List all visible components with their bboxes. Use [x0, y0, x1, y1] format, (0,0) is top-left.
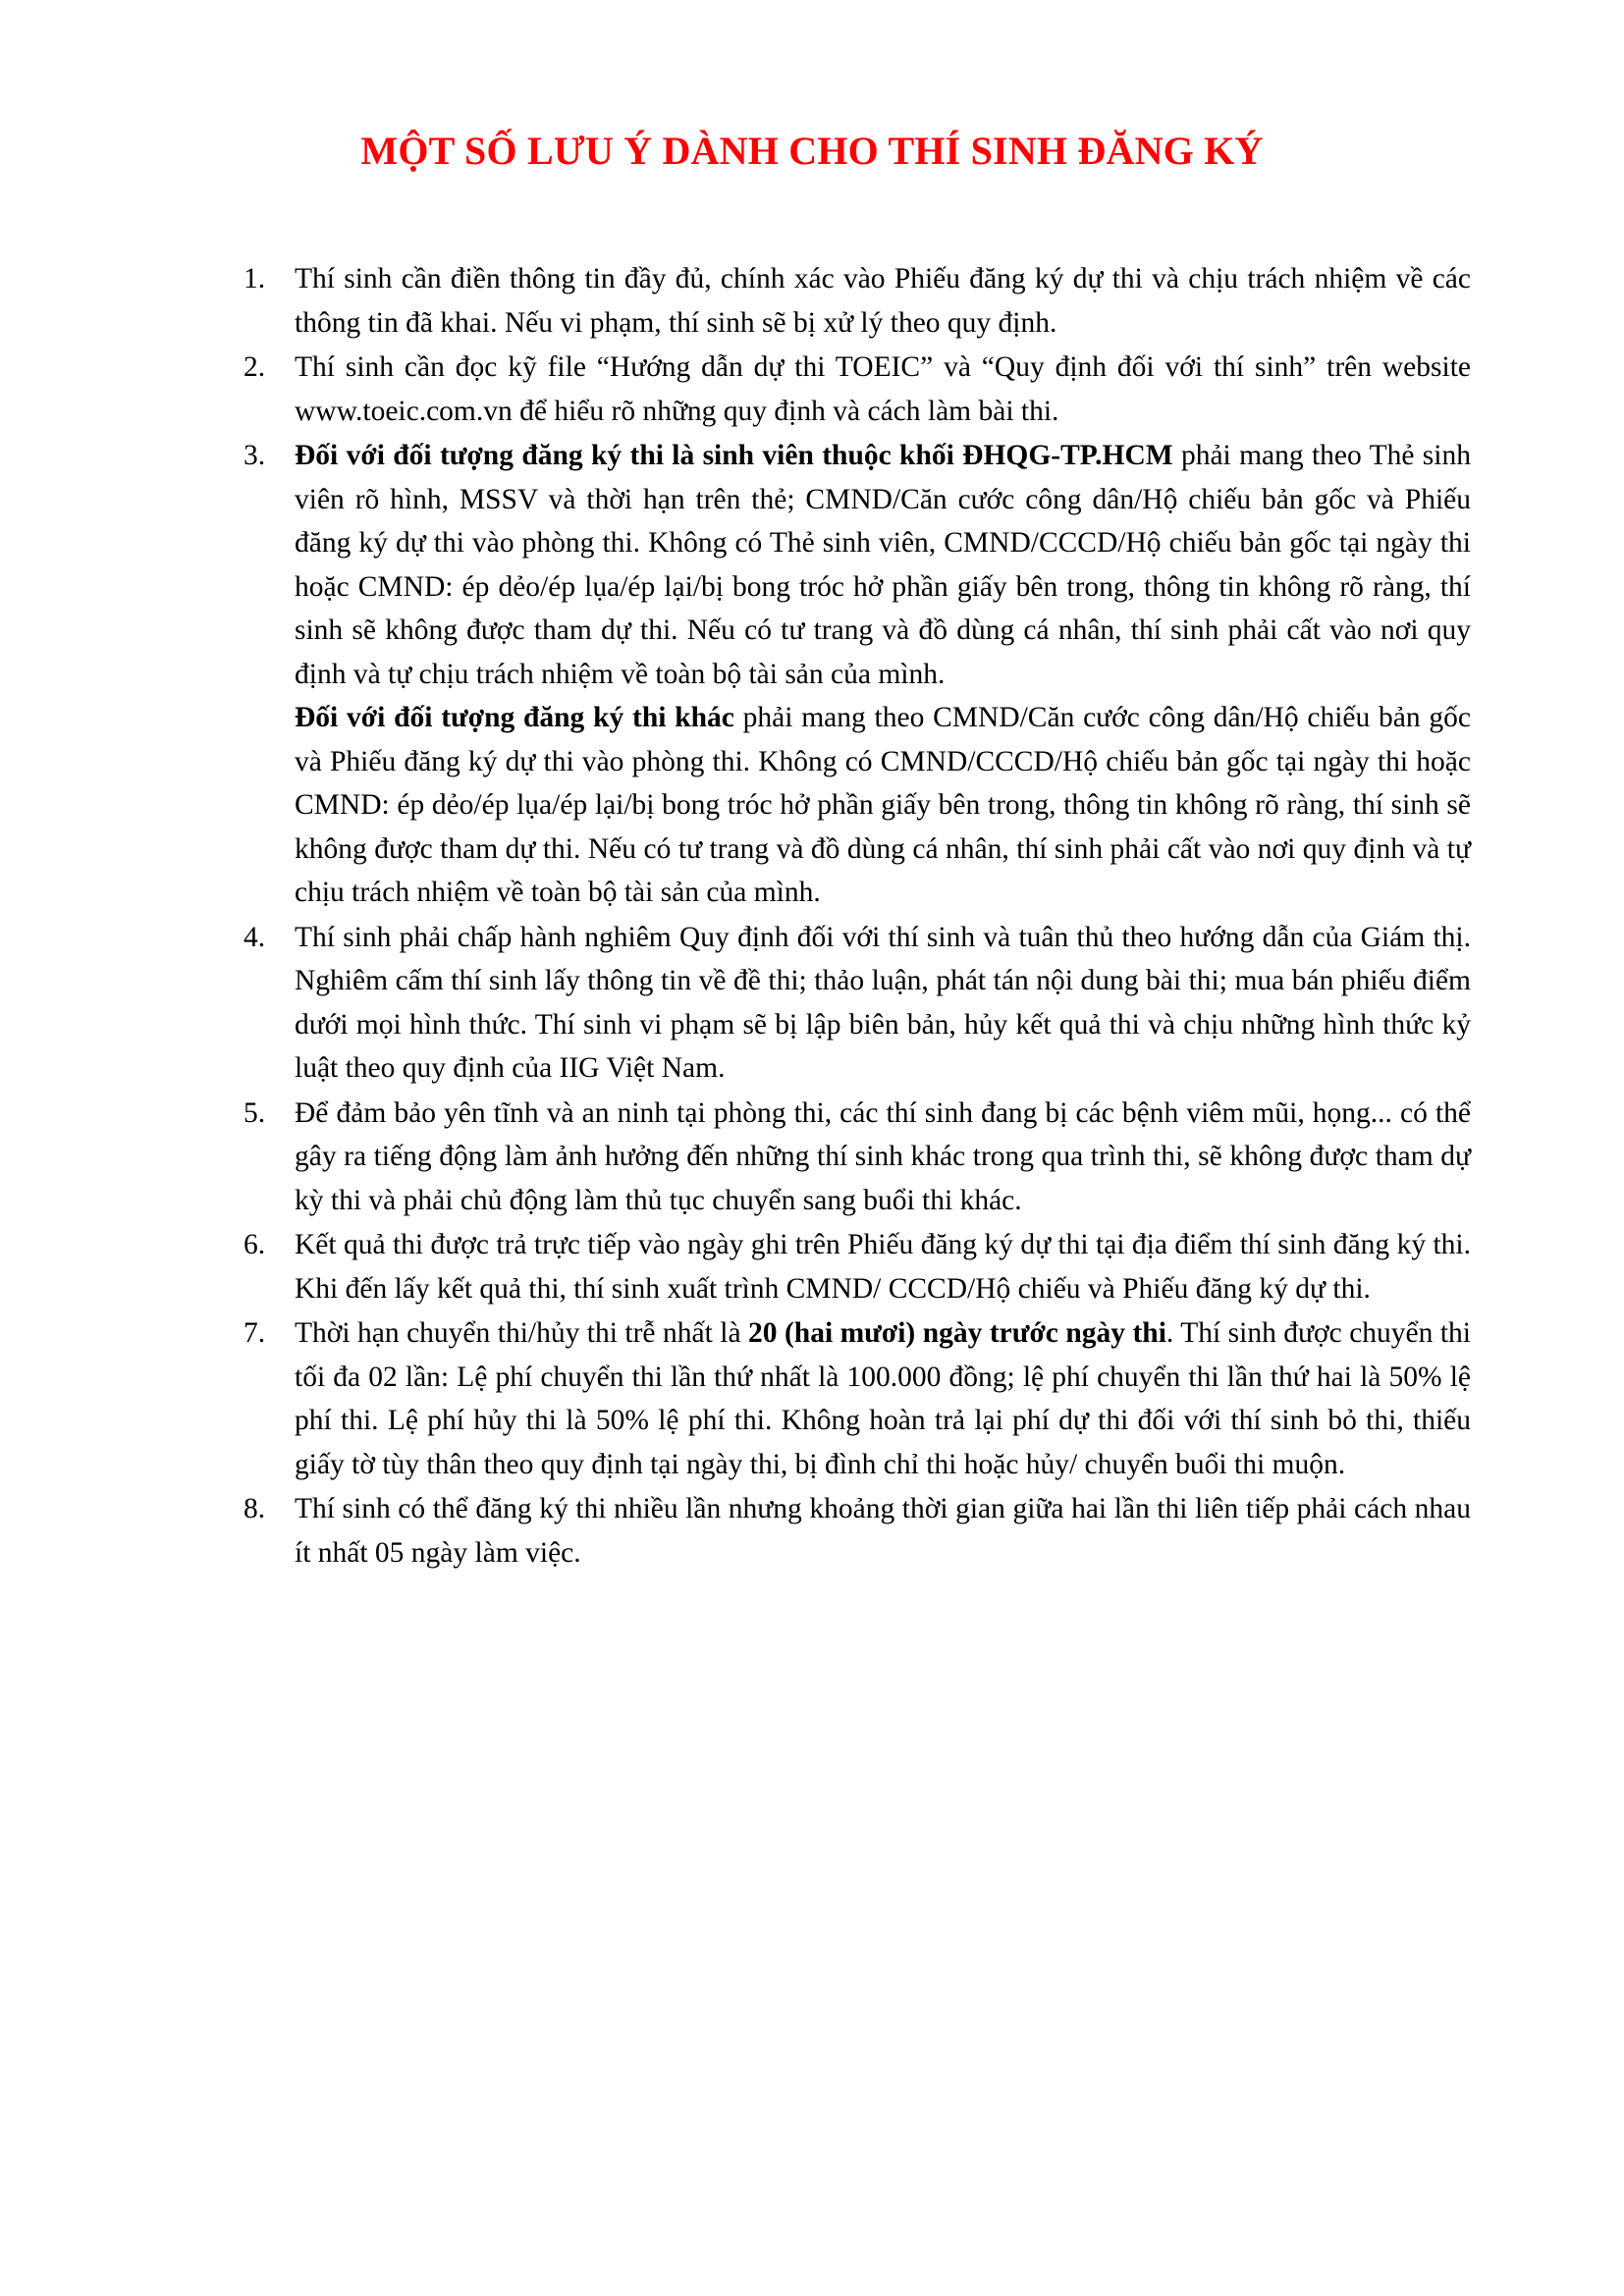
- list-item: [244, 1311, 1471, 1486]
- page-title: MỘT SỐ LƯU Ý DÀNH CHO THÍ SINH ĐĂNG KÝ: [360, 129, 1264, 173]
- item-number: 8.: [244, 1493, 266, 1524]
- list-item: [244, 257, 1471, 345]
- item-text: Thí sinh phải chấp hành nghiêm Quy định đối với thí sinh và tuân thủ theo hướng dẫn của Giám thị. Nghiêm cấm thí sinh lấy thông tin về đề thi; thảo luận, phát tán nội dung bài thi; mua bán phiếu điểm dưới mọi hình thức. Thí sinh vi phạm sẽ bị lập biên bản, hủy kết quả thi và chịu những hình thức kỷ luật theo quy định của IIG Việt Nam.: [295, 921, 1471, 1084]
- item-number: 3.: [244, 440, 266, 471]
- item-text-before: Thời hạn chuyển thi/hủy thi trễ nhất là: [295, 1317, 748, 1349]
- item-text: Để đảm bảo yên tĩnh và an ninh tại phòng thi, các thí sinh đang bị các bệnh viêm mũi, họng... có thể gây ra tiếng động làm ảnh hưởng đến những thí sinh khác trong qua trình thi, sẽ không được tham dự kỳ thi và phải chủ động làm thủ tục chuyển sang buổi thi khác.: [295, 1096, 1471, 1216]
- item-number: 2.: [244, 351, 266, 383]
- item-number: 1.: [244, 263, 266, 294]
- item-bold-deadline: 20 (hai mươi) ngày trước ngày thi: [748, 1317, 1166, 1349]
- list-item: [244, 916, 1471, 1091]
- list-item: [244, 346, 1471, 433]
- item-bold-heading: Đối với đối tượng đăng ký thi khác: [295, 702, 734, 733]
- item-text: Thí sinh có thể đăng ký thi nhiều lần nhưng khoảng thời gian giữa hai lần thi liên tiếp phải cách nhau ít nhất 05 ngày làm việc.: [295, 1493, 1471, 1569]
- item-text-after: . Thí sinh được chuyển thi tối đa 02 lần: Lệ phí chuyển thi lần thứ nhất là 100.000 đồng; lệ phí chuyển thi lần thứ hai là 50% lệ phí thi. Lệ phí hủy thi là 50% lệ phí thi. Không hoàn trả lại phí dự thi đối với thí sinh bỏ thi, thiếu giấy tờ tùy thân theo quy định tại ngày thi, bị đình chỉ thi hoặc hủy/ chuyển buổi thi muộn.: [295, 1317, 1471, 1480]
- list-item: [244, 434, 1471, 915]
- item-text: Thí sinh cần điền thông tin đầy đủ, chính xác vào Phiếu đăng ký dự thi và chịu trách nhiệm về các thông tin đã khai. Nếu vi phạm, thí sinh sẽ bị xử lý theo quy định.: [295, 263, 1471, 339]
- item-number: 7.: [244, 1317, 266, 1349]
- item-text: phải mang theo Thẻ sinh viên rõ hình, MSSV và thời hạn trên thẻ; CMND/Căn cước công dân/Hộ chiếu bản gốc và Phiếu đăng ký dự thi vào phòng thi. Không có Thẻ sinh viên, CMND/CCCD/Hộ chiếu bản gốc tại ngày thi hoặc CMND: ép dẻo/ép lụa/ép lại/bị bong tróc hở phần giấy bên trong, thông tin không rõ ràng, thí sinh sẽ không được tham dự thi. Nếu có tư trang và đồ dùng cá nhân, thí sinh phải cất vào nơi quy định và tự chịu trách nhiệm về toàn bộ tài sản của mình.: [295, 440, 1471, 690]
- item-text: Kết quả thi được trả trực tiếp vào ngày ghi trên Phiếu đăng ký dự thi tại địa điểm thí sinh đăng ký thi. Khi đến lấy kết quả thi, thí sinh xuất trình CMND/ CCCD/Hộ chiếu và Phiếu đăng ký dự thi.: [295, 1229, 1471, 1305]
- notes-list: [244, 257, 1471, 1575]
- item-text: phải mang theo CMND/Căn cước công dân/Hộ chiếu bản gốc và Phiếu đăng ký dự thi vào phòng thi. Không có CMND/CCCD/Hộ chiếu bản gốc tại ngày thi hoặc CMND: ép dẻo/ép lụa/ép lại/bị bong tróc hở phần giấy bên trong, thông tin không rõ ràng, thí sinh sẽ không được tham dự thi. Nếu có tư trang và đồ dùng cá nhân, thí sinh phải cất vào nơi quy định và tự chịu trách nhiệm về toàn bộ tài sản của mình.: [295, 702, 1471, 908]
- item-paragraph-students: [295, 434, 1471, 696]
- item-text: [295, 1311, 1471, 1486]
- list-item: [244, 1223, 1471, 1310]
- item-bold-heading: Đối với đối tượng đăng ký thi là sinh viên thuộc khối ĐHQG-TP.HCM: [295, 440, 1173, 471]
- item-number: 4.: [244, 921, 266, 953]
- item-text: Thí sinh cần đọc kỹ file “Hướng dẫn dự thi TOEIC” và “Quy định đối với thí sinh” trên website www.toeic.com.vn để hiểu rõ những quy định và cách làm bài thi.: [295, 351, 1471, 427]
- item-number: 5.: [244, 1096, 266, 1129]
- list-item: [244, 1487, 1471, 1575]
- item-number: 6.: [244, 1229, 266, 1260]
- list-item: [244, 1092, 1471, 1223]
- item-paragraph-others: [295, 696, 1471, 915]
